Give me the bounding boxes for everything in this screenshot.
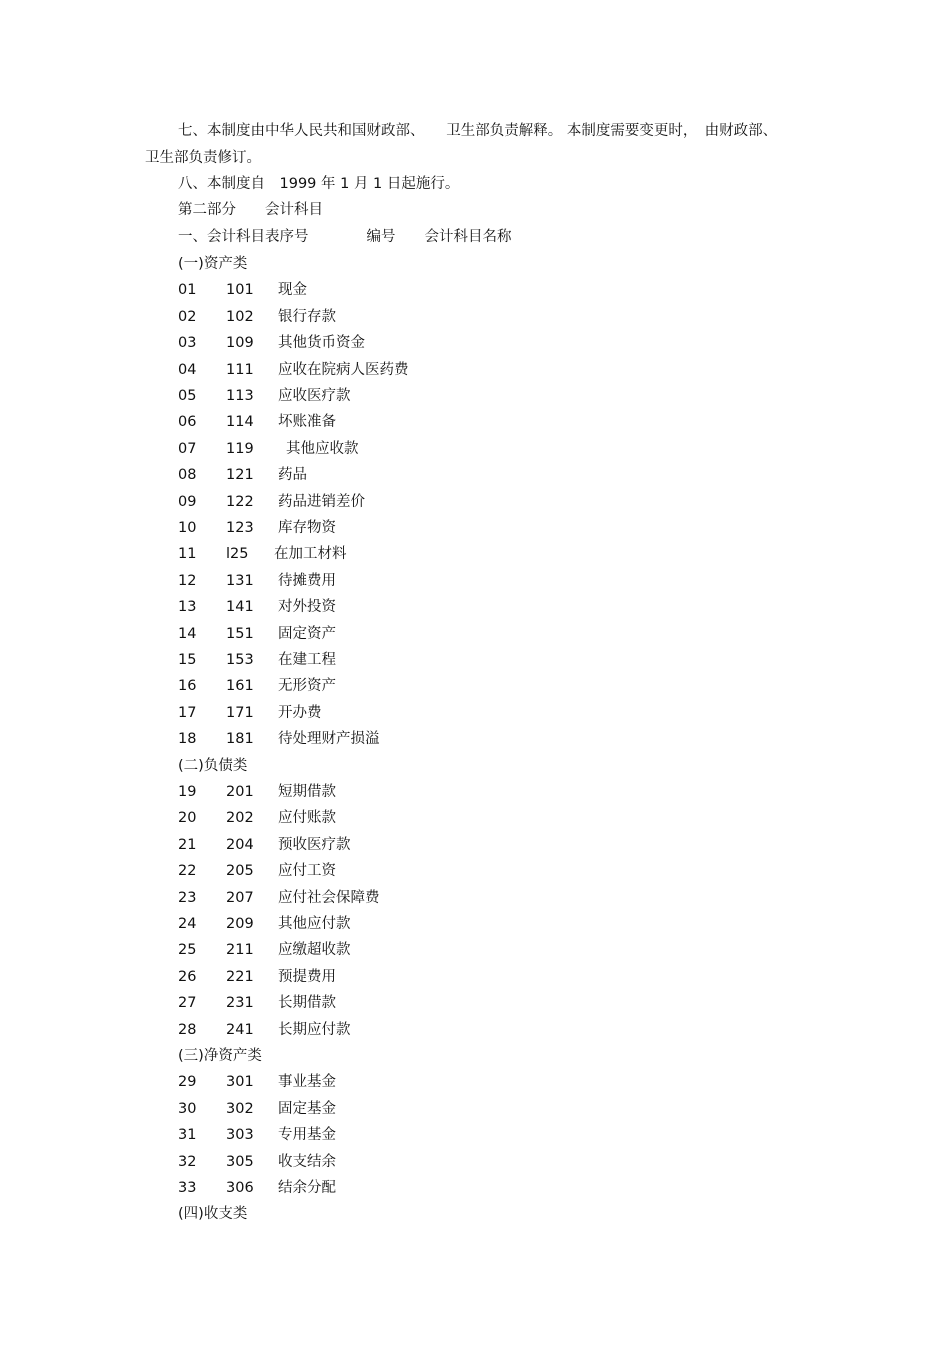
row-seq: 09 <box>178 494 197 510</box>
row-code: 114 <box>226 414 254 430</box>
row-account-name: 药品 <box>278 467 307 483</box>
row-code: 205 <box>226 863 254 879</box>
row-code: 301 <box>226 1074 254 1090</box>
row-account-name: 预收医疗款 <box>278 837 351 853</box>
row-code: 101 <box>226 282 254 298</box>
row-code: 181 <box>226 731 254 747</box>
row-account-name: 库存物资 <box>278 520 336 536</box>
row-code: 305 <box>226 1154 254 1170</box>
row-account-name: 其他货币资金 <box>278 335 365 351</box>
section-heading: (二)负债类 <box>178 758 248 774</box>
row-seq: 04 <box>178 362 197 378</box>
row-account-name: 应收医疗款 <box>278 388 351 404</box>
row-seq: 19 <box>178 784 197 800</box>
row-account-name: 收支结余 <box>278 1154 336 1170</box>
row-account-name: 坏账准备 <box>278 414 336 430</box>
row-seq: 33 <box>178 1180 197 1196</box>
row-seq: 05 <box>178 388 197 404</box>
row-code: 209 <box>226 916 254 932</box>
row-account-name: 应付账款 <box>278 810 336 826</box>
row-code: 303 <box>226 1127 254 1143</box>
row-account-name: 应付工资 <box>278 863 336 879</box>
row-account-name: 开办费 <box>278 705 322 721</box>
row-code: 102 <box>226 309 254 325</box>
row-code: 207 <box>226 890 254 906</box>
row-seq: 08 <box>178 467 197 483</box>
section-heading: (四)收支类 <box>178 1206 248 1222</box>
row-account-name: 无形资产 <box>278 678 336 694</box>
row-seq: 12 <box>178 573 197 589</box>
section-heading: (一)资产类 <box>178 256 248 272</box>
row-seq: 17 <box>178 705 197 721</box>
row-code: 221 <box>226 969 254 985</box>
paragraph-7-line-1: 七、本制度由中华人民共和国财政部、 卫生部负责解释。 本制度需要变更时， 由财政部、 <box>178 123 778 139</box>
row-seq: 30 <box>178 1101 197 1117</box>
row-seq: 01 <box>178 282 197 298</box>
row-code: l25 <box>226 546 249 562</box>
row-seq: 31 <box>178 1127 197 1143</box>
row-account-name: 对外投资 <box>278 599 336 615</box>
row-code: 113 <box>226 388 254 404</box>
paragraph-8: 八、本制度自 1999 年 1 月 1 日起施行。 <box>178 176 460 192</box>
row-code: 131 <box>226 573 254 589</box>
row-seq: 26 <box>178 969 197 985</box>
row-seq: 28 <box>178 1022 197 1038</box>
row-account-name: 固定资产 <box>278 626 336 642</box>
row-code: 122 <box>226 494 254 510</box>
row-code: 153 <box>226 652 254 668</box>
row-code: 161 <box>226 678 254 694</box>
row-account-name: 应缴超收款 <box>278 942 351 958</box>
row-code: 109 <box>226 335 254 351</box>
row-seq: 32 <box>178 1154 197 1170</box>
row-code: 111 <box>226 362 254 378</box>
row-code: 204 <box>226 837 254 853</box>
row-account-name: 长期借款 <box>278 995 336 1011</box>
row-seq: 27 <box>178 995 197 1011</box>
row-seq: 18 <box>178 731 197 747</box>
row-account-name: 其他应付款 <box>278 916 351 932</box>
row-seq: 06 <box>178 414 197 430</box>
row-account-name: 长期应付款 <box>278 1022 351 1038</box>
row-seq: 07 <box>178 441 197 457</box>
row-code: 241 <box>226 1022 254 1038</box>
row-seq: 03 <box>178 335 197 351</box>
row-account-name: 在建工程 <box>278 652 336 668</box>
row-account-name: 在加工材料 <box>274 546 347 562</box>
row-account-name: 固定基金 <box>278 1101 336 1117</box>
row-account-name: 专用基金 <box>278 1127 336 1143</box>
row-account-name: 应收在院病人医药费 <box>278 362 409 378</box>
row-code: 202 <box>226 810 254 826</box>
row-account-name: 预提费用 <box>278 969 336 985</box>
row-seq: 14 <box>178 626 197 642</box>
row-code: 119 <box>226 441 254 457</box>
row-account-name: 结余分配 <box>278 1180 336 1196</box>
row-seq: 16 <box>178 678 197 694</box>
row-seq: 22 <box>178 863 197 879</box>
row-account-name: 应付社会保障费 <box>278 890 380 906</box>
row-account-name: 其他应收款 <box>286 441 359 457</box>
row-code: 151 <box>226 626 254 642</box>
row-seq: 20 <box>178 810 197 826</box>
row-seq: 21 <box>178 837 197 853</box>
table-header: 一、会计科目表序号 编号 会计科目名称 <box>178 229 512 245</box>
row-code: 302 <box>226 1101 254 1117</box>
part-2-heading: 第二部分 会计科目 <box>178 202 323 218</box>
row-code: 201 <box>226 784 254 800</box>
row-code: 231 <box>226 995 254 1011</box>
row-account-name: 银行存款 <box>278 309 336 325</box>
section-heading: (三)净资产类 <box>178 1048 262 1064</box>
row-seq: 23 <box>178 890 197 906</box>
row-code: 211 <box>226 942 254 958</box>
row-code: 306 <box>226 1180 254 1196</box>
row-seq: 11 <box>178 546 197 562</box>
row-seq: 10 <box>178 520 197 536</box>
row-code: 141 <box>226 599 254 615</box>
row-code: 123 <box>226 520 254 536</box>
row-seq: 25 <box>178 942 197 958</box>
row-account-name: 待处理财产损溢 <box>278 731 380 747</box>
row-code: 171 <box>226 705 254 721</box>
row-seq: 24 <box>178 916 197 932</box>
row-account-name: 事业基金 <box>278 1074 336 1090</box>
row-seq: 02 <box>178 309 197 325</box>
row-account-name: 药品进销差价 <box>278 494 365 510</box>
row-seq: 13 <box>178 599 197 615</box>
row-seq: 29 <box>178 1074 197 1090</box>
row-code: 121 <box>226 467 254 483</box>
paragraph-7-line-2: 卫生部负责修订。 <box>145 150 261 166</box>
row-account-name: 待摊费用 <box>278 573 336 589</box>
row-seq: 15 <box>178 652 197 668</box>
row-account-name: 现金 <box>278 282 307 298</box>
row-account-name: 短期借款 <box>278 784 336 800</box>
